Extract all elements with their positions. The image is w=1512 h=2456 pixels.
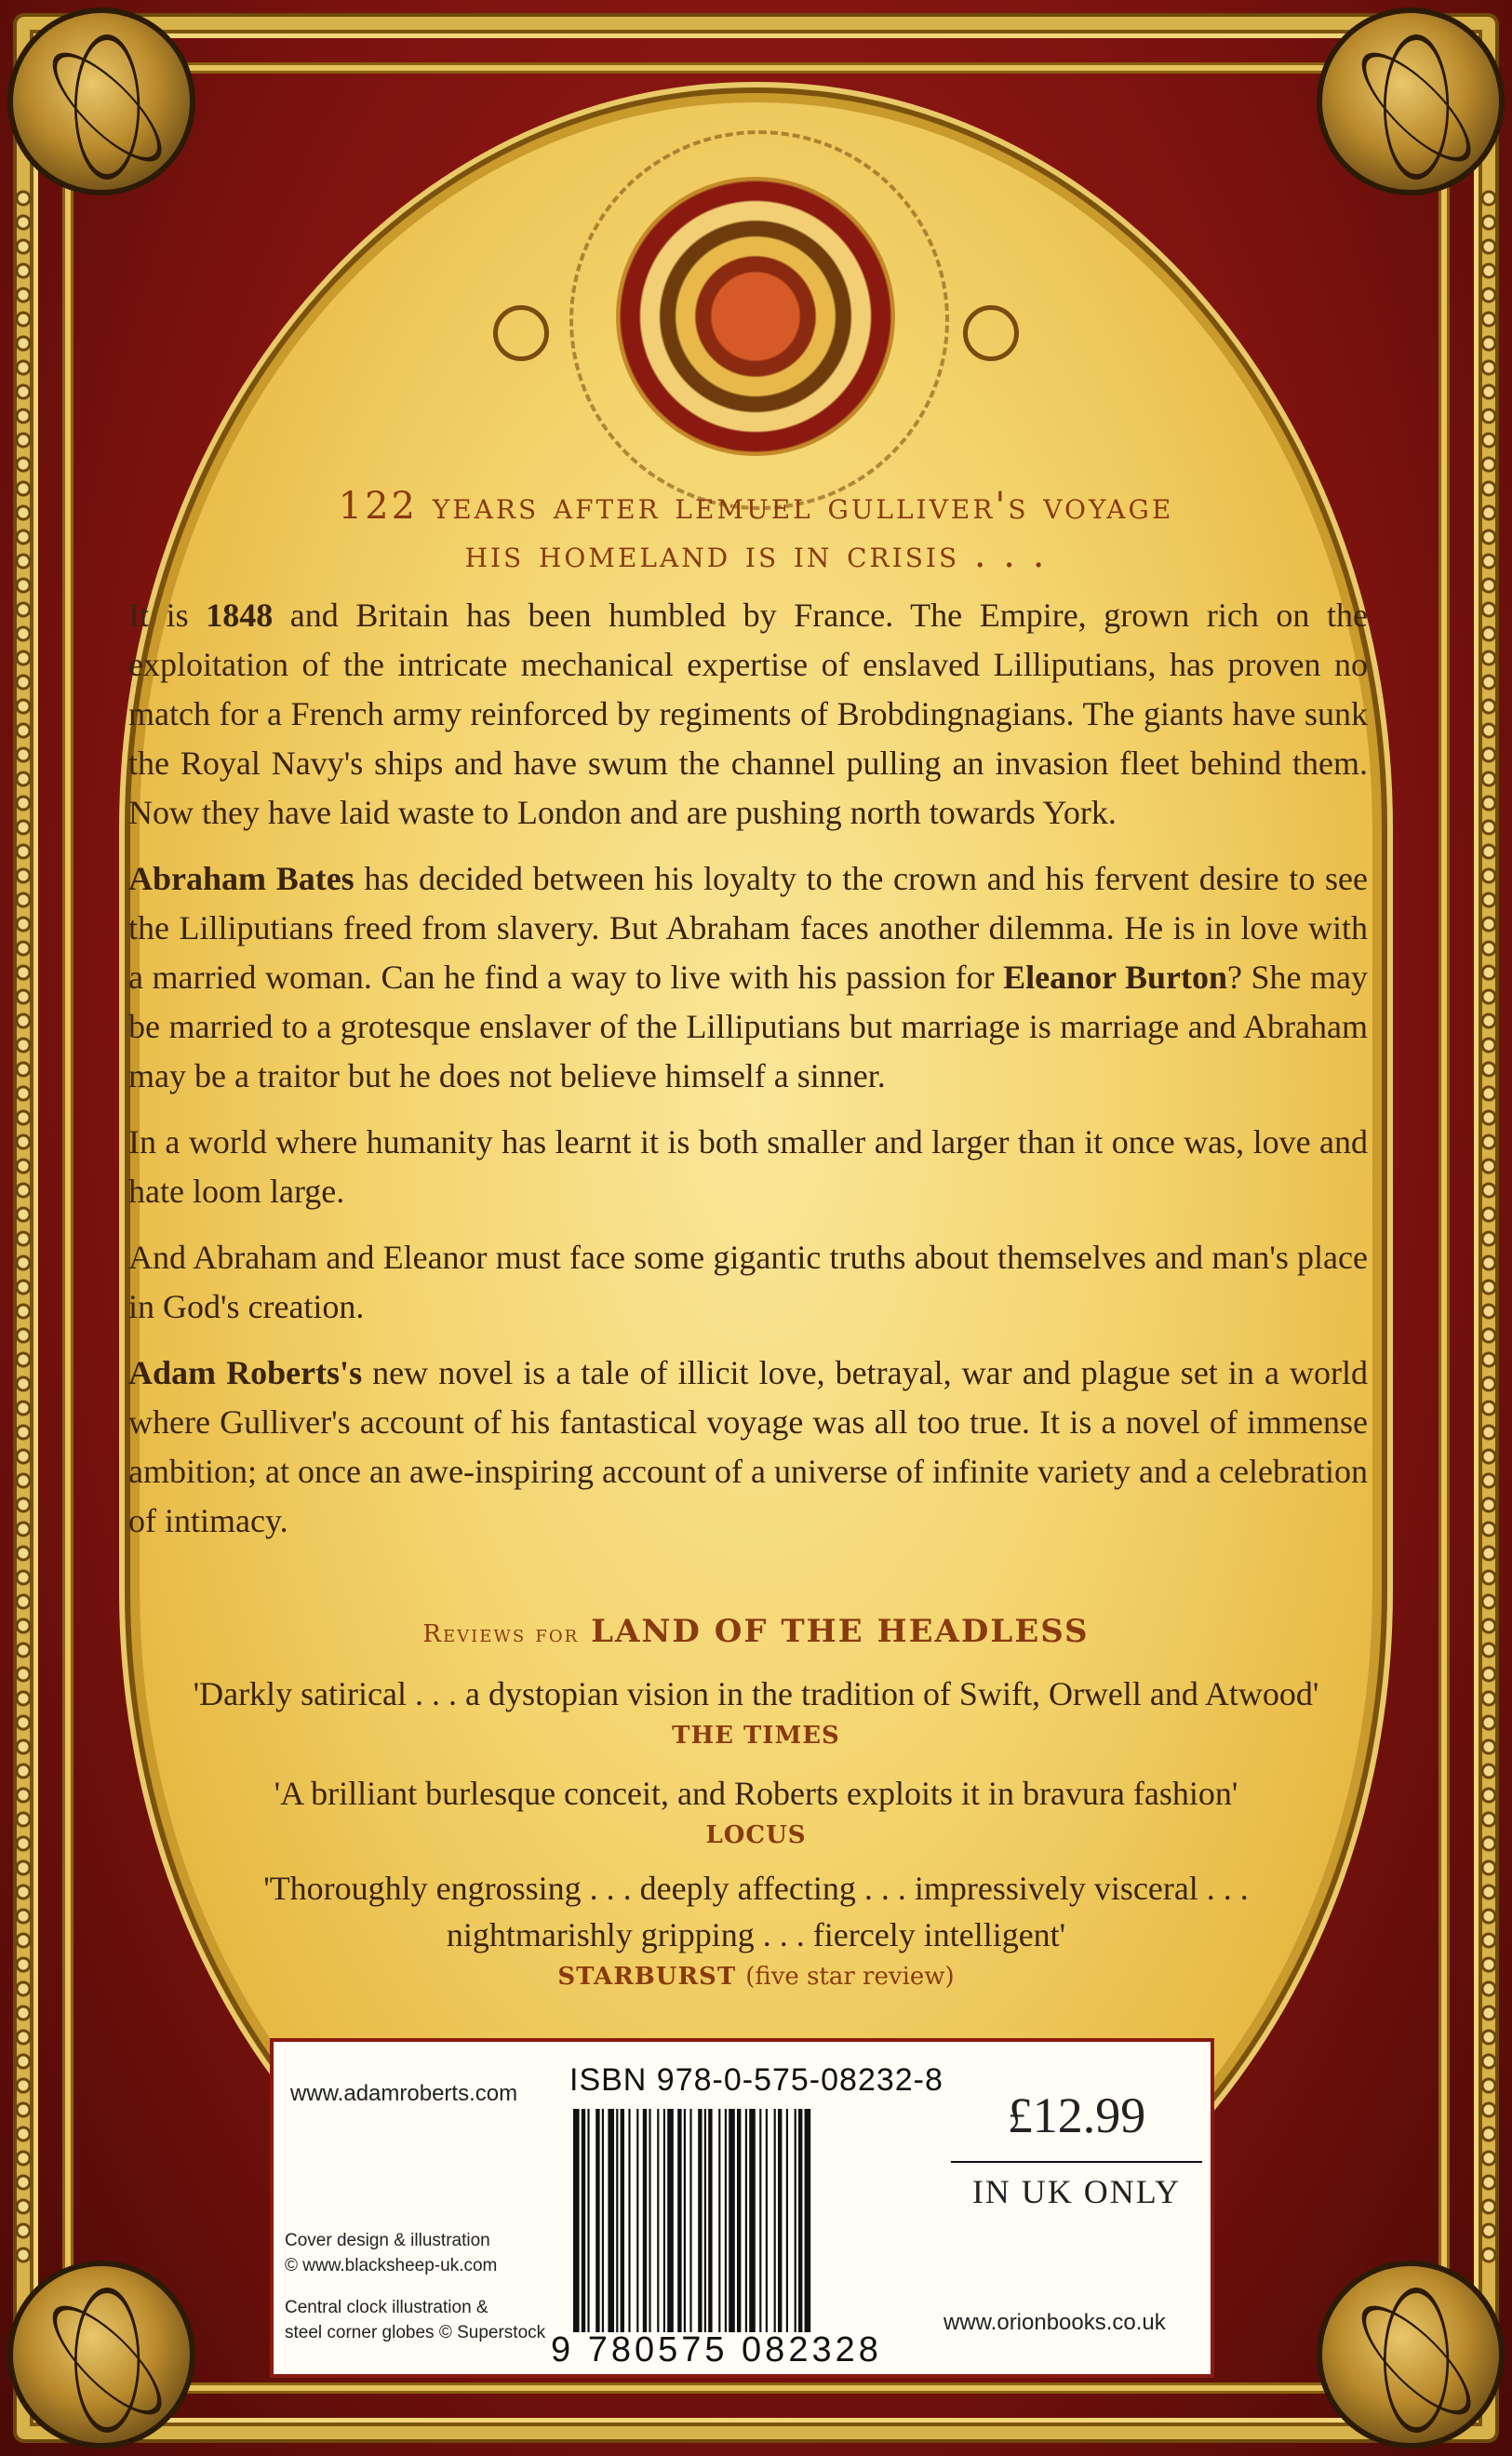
barcode-bar xyxy=(795,2109,796,2332)
barcode-bar xyxy=(708,2109,712,2332)
barcode-bar xyxy=(573,2109,580,2332)
barcode-bar xyxy=(628,2109,630,2332)
headline xyxy=(186,482,1326,579)
review: 'A brilliant burlesque conceit, and Roberts exploits it in bravura fashion' LOCUS xyxy=(274,1775,1238,1849)
barcode-bar xyxy=(595,2109,599,2332)
barcode-bar xyxy=(582,2109,585,2332)
barcode-bar xyxy=(663,2109,665,2332)
barcode-bar xyxy=(643,2109,647,2332)
barcode-bar xyxy=(798,2109,802,2332)
barcode-bar xyxy=(698,2109,702,2332)
barcode-bar xyxy=(737,2109,741,2332)
barcode-bar xyxy=(805,2109,811,2332)
corner-globe-icon xyxy=(1317,2261,1505,2449)
barcode-bar xyxy=(657,2109,659,2332)
barcode-number: 9 780575 082328 xyxy=(551,2330,882,2369)
barcode-bar xyxy=(649,2109,650,2332)
image-credits: Cover design & illustration © www.blacksheep-uk.com Central clock illustration & steel corner globes © Superstock xyxy=(285,2231,546,2342)
barcode-bar xyxy=(729,2109,735,2332)
barcode-bar xyxy=(759,2109,761,2332)
clock-gear-icon xyxy=(493,305,549,361)
barcode-bar xyxy=(616,2109,618,2332)
clock-gear-icon xyxy=(963,305,1019,361)
headline-line-2: his homeland is in crisis . . . xyxy=(464,533,1048,576)
barcode-bar xyxy=(745,2109,747,2332)
review: 'Thoroughly engrossing . . . deeply affecting . . . impressively visceral . . . nightmarishly gripping . . . fiercely intelligent' STARBURST (five star review) xyxy=(263,1870,1249,1991)
barcode-bar xyxy=(636,2109,638,2332)
barcode-bar xyxy=(749,2109,756,2332)
paragraph-4: And Abraham and Eleanor must face some gigantic truths about themselves and man's place in God's creation. xyxy=(128,1239,1368,1325)
author-website: www.adamroberts.com xyxy=(290,2081,518,2106)
barcode-bar xyxy=(587,2109,589,2332)
barcode-bar xyxy=(786,2109,788,2332)
price: £12.99 xyxy=(951,2087,1202,2163)
barcode-bar xyxy=(778,2109,782,2332)
corner-globe-icon xyxy=(7,2261,195,2449)
corner-globe-icon xyxy=(1317,7,1505,195)
barcode-bar xyxy=(718,2109,720,2332)
barcode-bar xyxy=(704,2109,706,2332)
barcode-bar xyxy=(677,2109,681,2332)
central-clock-icon xyxy=(616,177,895,456)
isbn: ISBN 978-0-575-08232-8 xyxy=(569,2062,943,2098)
left-chain-border xyxy=(13,186,33,2270)
right-chain-border xyxy=(1479,186,1499,2270)
paragraph-1: It is 1848 and Britain has been humbled by France. The Empire, grown rich on the exploitation of the intricate mechanical expertise of enslaved Lilliputians, has proven no match for a French army reinforced by regiments of Brobdingnagians. The giants have sunk the Royal Navy's ships and have swum the channel pulling an invasion fleet behind them. Now they have laid waste to London and are pushing north towards York. xyxy=(128,597,1368,831)
barcode-bar xyxy=(725,2109,727,2332)
price-region: IN UK ONLY xyxy=(971,2173,1182,2210)
barcode-bar xyxy=(774,2109,776,2332)
blurb xyxy=(128,591,1368,1563)
barcode-bar xyxy=(602,2109,604,2332)
barcode-bar xyxy=(621,2109,624,2332)
publisher-website: www.orionbooks.co.uk xyxy=(943,2310,1166,2335)
paragraph-3: In a world where humanity has learnt it is both smaller and larger than it once was, love and hate loom large. xyxy=(128,1123,1368,1210)
barcode-bar xyxy=(766,2109,768,2332)
barcode-panel xyxy=(270,2038,1214,2378)
corner-globe-icon xyxy=(7,7,195,195)
barcode-icon xyxy=(573,2109,925,2332)
headline-line-1: 122 years after lemuel gulliver's voyage xyxy=(338,485,1174,528)
paragraph-2: Abraham Bates has decided between his loyalty to the crown and his fervent desire to see the Lilliputians freed from slavery. But Abraham faces another dilemma. He is in love with a married woman. Can he find a way to live with his passion for Eleanor Burton? She may be married to a grotesque enslaver of the Lilliputians but marriage is marriage and Abraham may be a traitor but he does not believe himself a sinner. xyxy=(128,860,1368,1094)
paragraph-5: Adam Roberts's new novel is a tale of illicit love, betrayal, war and plague set in a world where Gulliver's account of his fantastical voyage was all too true. It is a novel of immense ambition; at once an awe-inspiring account of a universe of infinite variety and a celebration of intimacy. xyxy=(128,1354,1368,1539)
review: 'Darkly satirical . . . a dystopian vision in the tradition of Swift, Orwell and Atwood' THE TIMES xyxy=(193,1675,1319,1750)
barcode-bar xyxy=(608,2109,614,2332)
reviews-heading: Reviews for LAND OF THE HEADLESS xyxy=(422,1613,1090,1650)
barcode-bar xyxy=(689,2109,691,2332)
barcode-bar xyxy=(684,2109,686,2332)
barcode-bar xyxy=(667,2109,674,2332)
